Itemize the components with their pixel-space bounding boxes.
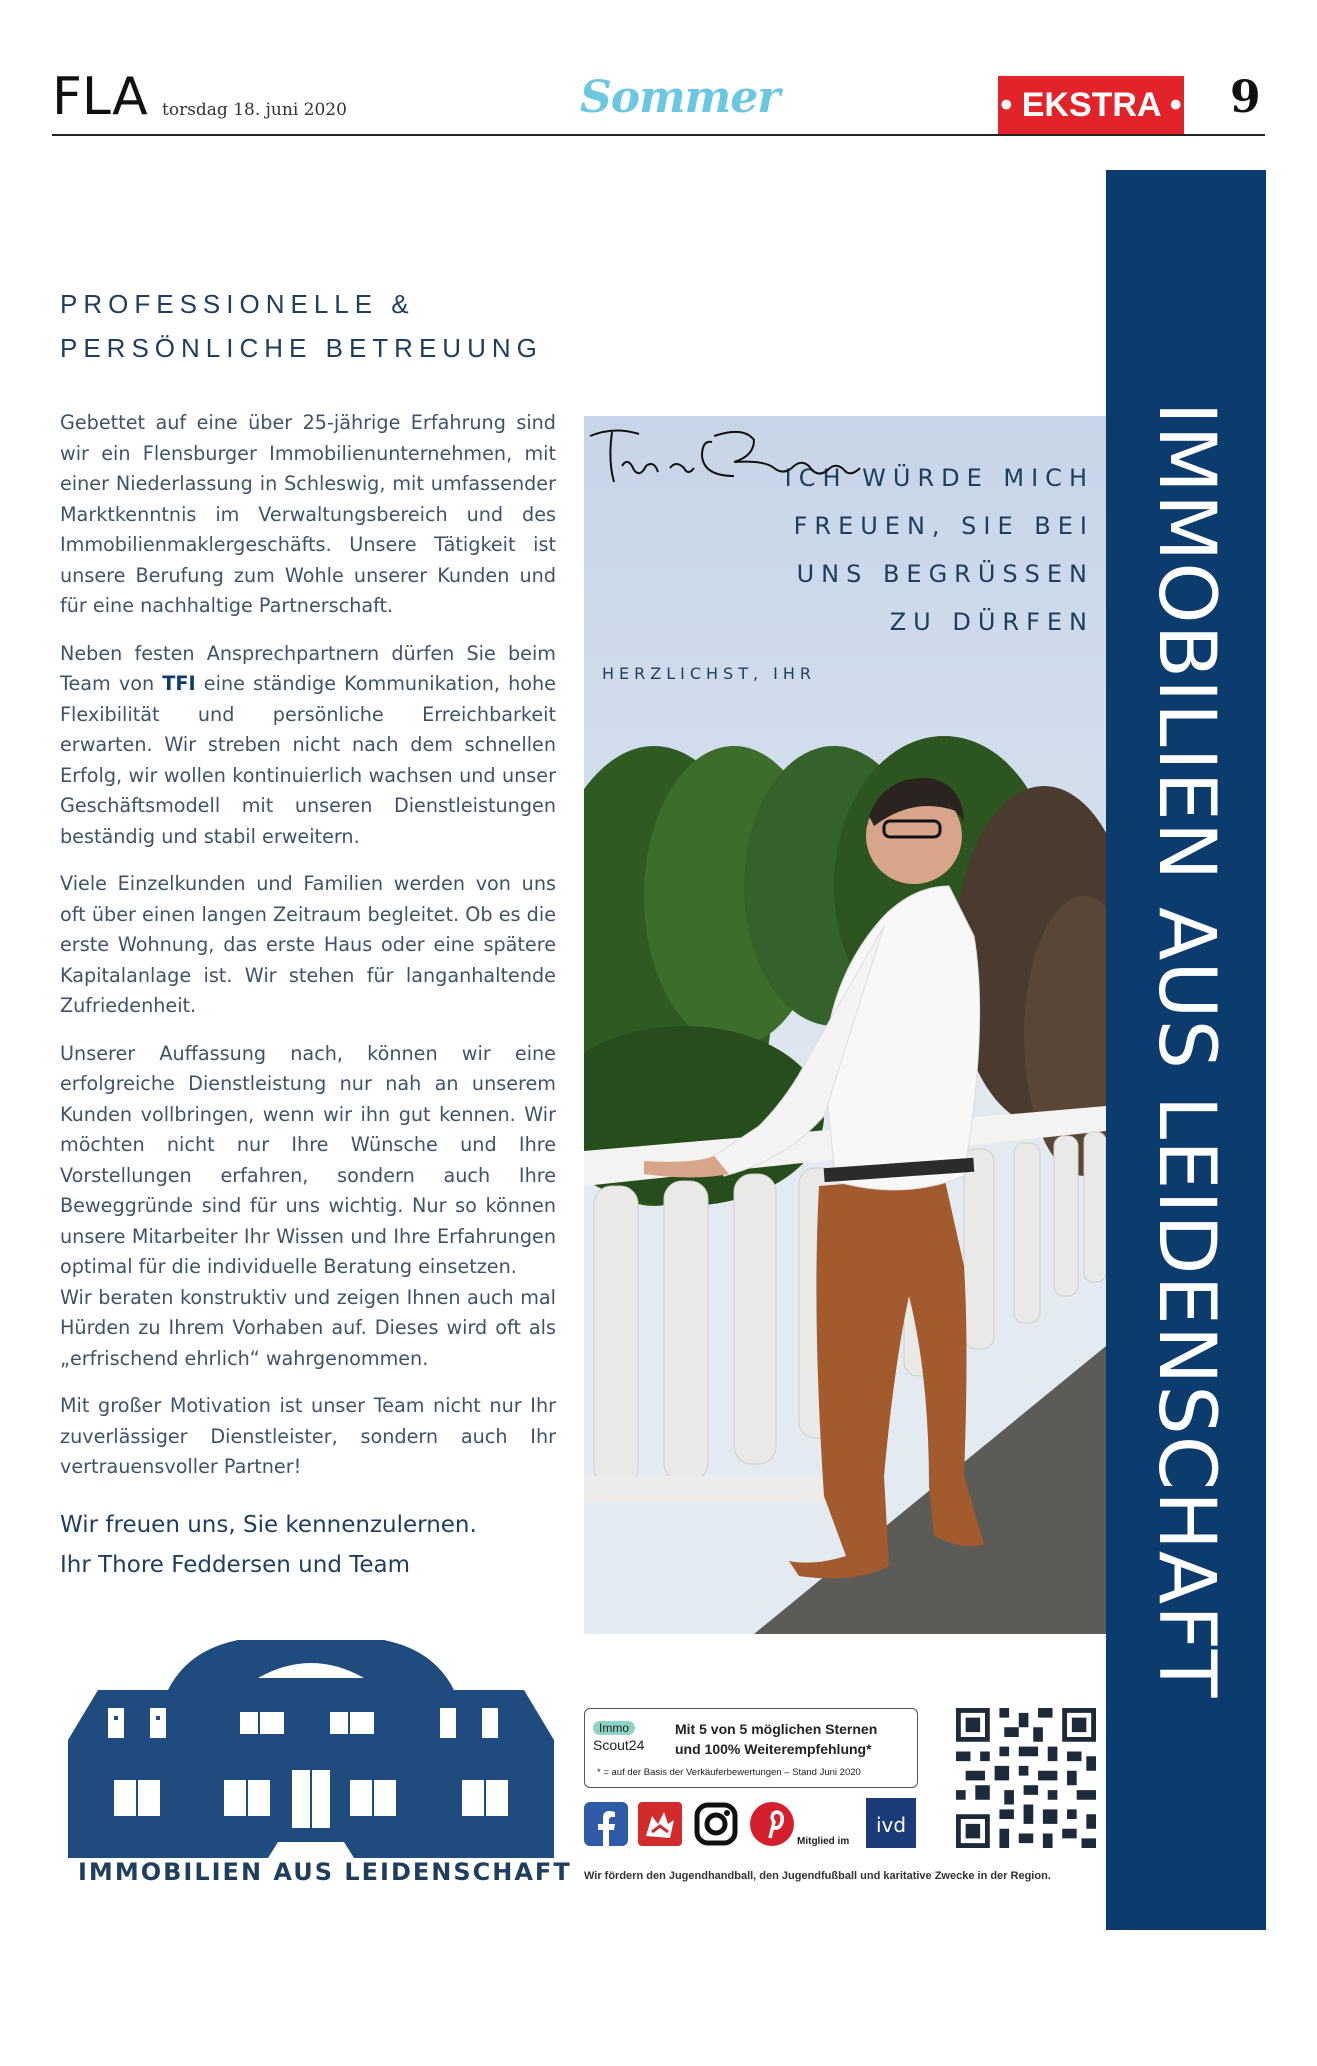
page-number: 9 <box>1230 72 1261 123</box>
member-label: Mitglied im <box>797 1836 850 1847</box>
svg-text:ivd: ivd <box>875 1813 907 1837</box>
closing-line-1: Wir freuen uns, Sie kennenzulernen. <box>60 1512 477 1538</box>
closing-signoff <box>60 1505 477 1585</box>
heading-line-2: PERSÖNLICHE BETREUUNG <box>60 333 543 363</box>
paragraph: Neben festen Ansprechpartnern dürfen Sie beim Team von TFI eine ständige Kommunikation, hohe Flexibilität und persönliche Erreichbarkeit erwarten. Wir streben nicht nach dem schnellen Erfolg, wir wollen kontinuierlich wachsen und unser Geschäftsmodell mit unseren Dienstleistungen beständig und stabil erweitern. <box>60 641 556 848</box>
paragraph: Unserer Auffassung nach, können wir eine erfolgreiche Dienstleistung nur nah an unserem Kunden vollbringen, wenn wir ihn gut kennen. Wir möchten nicht nur Ihre Wünsche und Ihre Vorstellungen erfahren, sondern auch Ihre Beweggründe sind für uns wichtig. Nur so können unsere Mitarbeiter Ihr Wissen und Ihre Erfahrungen optimal für die individuelle Beratung einsetzen. <box>60 1041 556 1278</box>
rating-footnote: * = auf der Basis der Verkäuferbewertungen – Stand Juni 2020 <box>597 1767 861 1778</box>
rating-text-1: Mit 5 von 5 möglichen Sternen <box>675 1721 878 1737</box>
rating-box <box>584 1708 918 1788</box>
pinterest-icon[interactable] <box>750 1802 794 1846</box>
header-divider <box>52 134 1265 136</box>
ekstra-badge: • EKSTRA • <box>998 76 1184 134</box>
rating-text-2: und 100% Weiterempfehlung* <box>675 1741 872 1757</box>
fla-logo <box>52 66 157 126</box>
portrait-photo <box>584 416 1106 1634</box>
greeting-text: HERZLICHST, IHR <box>602 664 817 683</box>
qr-code[interactable] <box>956 1708 1096 1848</box>
ivd-logo <box>866 1798 916 1848</box>
paragraph: Mit großer Motivation ist unser Team nicht nur Ihr zuverlässiger Dienstleister, sondern auch Ihr vertrauensvoller Partner! <box>60 1394 556 1478</box>
heading-line-1: PROFESSIONELLE & <box>60 289 415 319</box>
logo-caption: IMMOBILIEN AUS LEIDENSCHAFT <box>78 1858 572 1886</box>
facebook-icon[interactable] <box>584 1802 628 1846</box>
house-logo <box>68 1630 554 1858</box>
closing-line-2: Ihr Thore Feddersen und Team <box>60 1552 411 1578</box>
paragraph: Wir beraten konstruktiv und zeigen Ihnen auch mal Hürden zu Ihrem Vorhaben auf. Dieses wird oft als „erfrischend ehrlich“ wahrgenommen. <box>60 1285 556 1370</box>
footer-note: Wir fördern den Jugendhandball, den Jugendfußball und karitative Zwecke in der Region. <box>584 1870 1051 1882</box>
instagram-icon[interactable] <box>694 1802 738 1846</box>
immoscout24-logo: Immo Scout24 <box>593 1721 645 1753</box>
svg-text:FLA: FLA <box>52 67 148 126</box>
paragraph: Gebettet auf eine über 25-jährige Erfahrung sind wir ein Flensburger Immobilienunternehmen, mit einer Niederlassung in Schleswig, mit umfassender Marktkenntnis im Verwaltungsbereich und des Immobilienmaklergeschäfts. Unsere Tätigkeit ist unsere Berufung zum Wohle unserer Kunden und für eine nachhaltige Partnerschaft. <box>60 411 556 617</box>
article-heading <box>60 282 543 370</box>
sommer-logo: Sommer <box>580 72 780 123</box>
handball-wolf-icon[interactable] <box>638 1802 682 1846</box>
issue-date: torsdag 18. juni 2020 <box>162 100 347 120</box>
article-body <box>60 408 556 1500</box>
handwritten-signature <box>584 416 864 496</box>
quote-text: ICH WÜRDE MICH FREUEN, SIE BEI UNS BEGRÜSSEN ZU DÜRFEN <box>784 464 1094 636</box>
paragraph: Viele Einzelkunden und Familien werden von uns oft über einen langen Zeitraum begleitet. Ob es die erste Wohnung, das erste Haus oder eine spätere Kapitalanlage ist. Wir stehen für langanhaltende Zufriedenheit. <box>60 872 556 1017</box>
vertical-banner-text: IMMOBILIEN AUS LEIDENSCHAFT <box>1141 401 1231 1699</box>
company-abbrev: TFI <box>162 672 196 695</box>
